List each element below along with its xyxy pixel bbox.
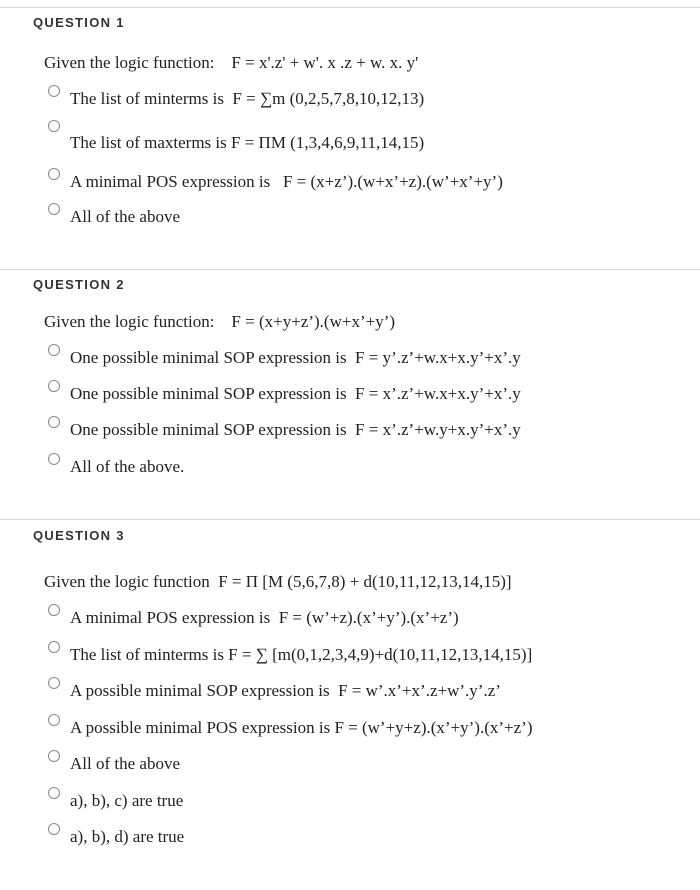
question-1-option-b[interactable] — [48, 120, 688, 152]
radio-button[interactable] — [48, 750, 60, 762]
question-2-option-c[interactable] — [48, 416, 688, 440]
option-label: The list of minterms is F = ∑m (0,2,5,7,8,10,12,13) — [70, 89, 425, 108]
question-3-option-a[interactable] — [48, 604, 688, 628]
radio-button[interactable] — [48, 787, 60, 799]
question-3-header: QUESTION 3 — [33, 528, 125, 543]
option-label: a), b), c) are true — [70, 791, 184, 810]
question-2-prompt: Given the logic function: F = (x+y+z’).(w+x’+y’) — [44, 312, 396, 331]
radio-button[interactable] — [48, 416, 60, 428]
option-label: a), b), d) are true — [70, 827, 185, 846]
question-1-prompt: Given the logic function: F = x'.z' + w'. x .z + w. x. y' — [44, 53, 419, 72]
option-label: The list of maxterms is F = ΠM (1,3,4,6,9,11,14,15) — [70, 133, 425, 152]
question-3-prompt: Given the logic function F = Π [M (5,6,7,8) + d(10,11,12,13,14,15)] — [44, 572, 512, 591]
radio-button[interactable] — [48, 453, 60, 465]
radio-button[interactable] — [48, 823, 60, 835]
option-label: A minimal POS expression is F = (x+z’).(w+x’+z).(w’+x’+y’) — [70, 172, 503, 191]
option-label: All of the above. — [70, 457, 185, 476]
question-3-option-d[interactable] — [48, 714, 688, 738]
question-2-option-d[interactable] — [48, 453, 688, 477]
option-label: A possible minimal POS expression is F = (w’+y+z).(x’+y’).(x’+z’) — [70, 718, 533, 737]
question-1-option-d[interactable] — [48, 203, 688, 227]
radio-button[interactable] — [48, 344, 60, 356]
option-label: A possible minimal SOP expression is F = w’.x’+x’.z+w’.y’.z’ — [70, 681, 501, 700]
radio-button[interactable] — [48, 120, 60, 132]
question-3-option-g[interactable] — [48, 823, 688, 847]
radio-button[interactable] — [48, 641, 60, 653]
option-label: The list of minterms is F = ∑ [m(0,1,2,3,4,9)+d(10,11,12,13,14,15)] — [70, 645, 533, 664]
option-label: A minimal POS expression is F = (w’+z).(x’+y’).(x’+z’) — [70, 608, 459, 627]
option-label: All of the above — [70, 754, 180, 773]
radio-button[interactable] — [48, 85, 60, 97]
question-3-option-c[interactable] — [48, 677, 688, 701]
question-1 — [0, 7, 700, 270]
question-2-header: QUESTION 2 — [33, 277, 125, 292]
question-1-header: QUESTION 1 — [33, 15, 125, 30]
option-label: One possible minimal SOP expression is F = x’.z’+w.y+x.y’+x’.y — [70, 420, 521, 439]
radio-button[interactable] — [48, 203, 60, 215]
question-1-option-a[interactable] — [48, 85, 688, 109]
question-2-option-a[interactable] — [48, 344, 688, 368]
question-3-option-b[interactable] — [48, 641, 688, 665]
question-3 — [0, 519, 700, 890]
option-label: One possible minimal SOP expression is F = x’.z’+w.x+x.y’+x’.y — [70, 384, 521, 403]
option-label: All of the above — [70, 207, 180, 226]
radio-button[interactable] — [48, 604, 60, 616]
question-2-option-b[interactable] — [48, 380, 688, 404]
option-label: One possible minimal SOP expression is F = y’.z’+w.x+x.y’+x’.y — [70, 348, 521, 367]
radio-button[interactable] — [48, 714, 60, 726]
radio-button[interactable] — [48, 380, 60, 392]
question-3-option-f[interactable] — [48, 787, 688, 811]
radio-button[interactable] — [48, 168, 60, 180]
radio-button[interactable] — [48, 677, 60, 689]
question-1-option-c[interactable] — [48, 168, 688, 192]
question-3-option-e[interactable] — [48, 750, 688, 774]
question-2 — [0, 269, 700, 520]
